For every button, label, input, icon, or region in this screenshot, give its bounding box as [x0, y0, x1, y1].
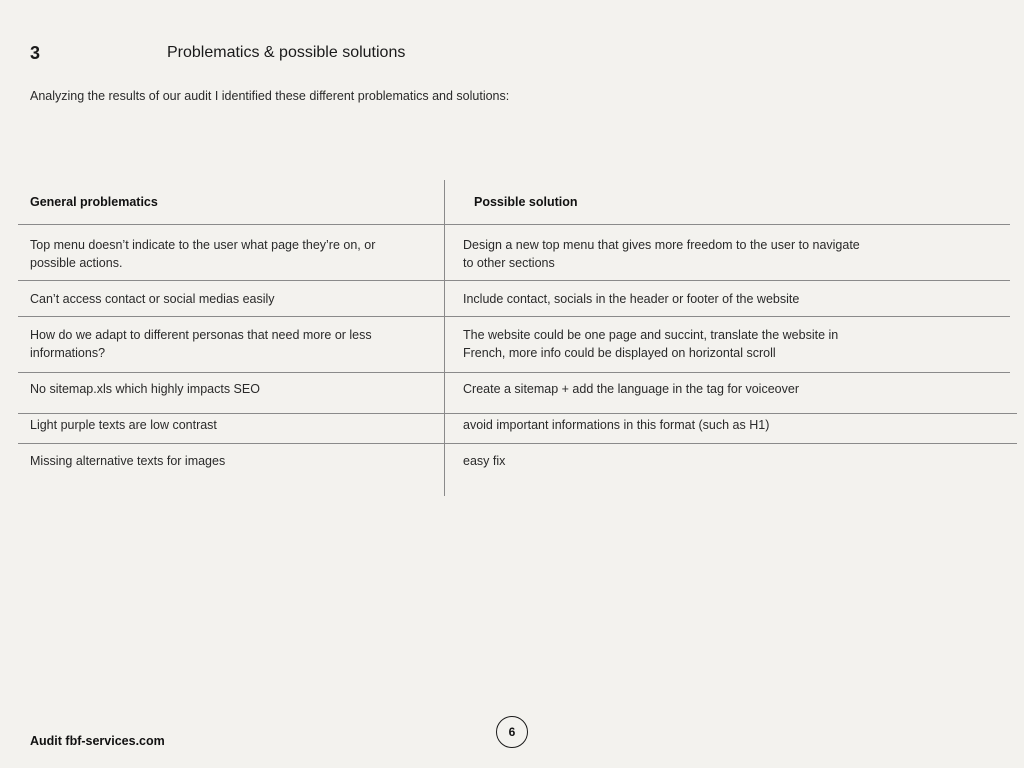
cell-line: informations?	[30, 346, 106, 360]
cell-line: Include contact, socials in the header or footer of the website	[463, 292, 800, 306]
page-title: Problematics & possible solutions	[167, 44, 406, 61]
table-row-problem	[30, 452, 225, 470]
table-row-problem	[30, 416, 217, 434]
table-row-solution	[463, 290, 799, 308]
cell-line: Can’t access contact or social medias easily	[30, 292, 275, 306]
cell-line: Top menu doesn’t indicate to the user what page they’re on, or	[30, 238, 376, 252]
cell-line: No sitemap.xls which highly impacts SEO	[30, 382, 260, 396]
table-row-solution	[463, 236, 860, 272]
cell-line: Light purple texts are low contrast	[30, 418, 217, 432]
cell-line: possible actions.	[30, 256, 123, 270]
cell-line: The website could be one page and succint, translate the website in	[463, 328, 839, 342]
row-divider	[18, 316, 1010, 317]
table-row-problem	[30, 290, 275, 308]
intro-text: Analyzing the results of our audit I identified these different problematics and solutions:	[30, 89, 510, 103]
row-divider	[18, 413, 1017, 414]
section-number: 3	[30, 43, 41, 63]
cell-line: Missing alternative texts for images	[30, 454, 226, 468]
page-number-badge: 6	[496, 716, 528, 748]
table-row-problem	[30, 380, 260, 398]
table-row-solution	[463, 326, 838, 362]
table-row-problem	[30, 326, 372, 362]
header-possible-solution: Possible solution	[474, 195, 578, 209]
cell-line: easy fix	[463, 454, 506, 468]
column-divider	[444, 180, 445, 496]
row-divider	[18, 443, 1017, 444]
cell-line: Create a sitemap + add the language in the tag for voiceover	[463, 382, 799, 396]
table-row-problem	[30, 236, 375, 272]
cell-line: to other sections	[463, 256, 555, 270]
row-divider	[18, 280, 1010, 281]
table-row-solution	[463, 380, 799, 398]
row-divider	[18, 372, 1010, 373]
row-divider	[18, 224, 1010, 225]
cell-line: avoid important informations in this format (such as H1)	[463, 418, 770, 432]
table-row-solution	[463, 416, 769, 434]
cell-line: How do we adapt to different personas that need more or less	[30, 328, 372, 342]
cell-line: Design a new top menu that gives more freedom to the user to navigate	[463, 238, 860, 252]
cell-line: French, more info could be displayed on horizontal scroll	[463, 346, 776, 360]
table-row-solution	[463, 452, 505, 470]
header-general-problematics: General problematics	[30, 195, 158, 209]
footer-brand: Audit fbf-services.com	[30, 734, 165, 748]
